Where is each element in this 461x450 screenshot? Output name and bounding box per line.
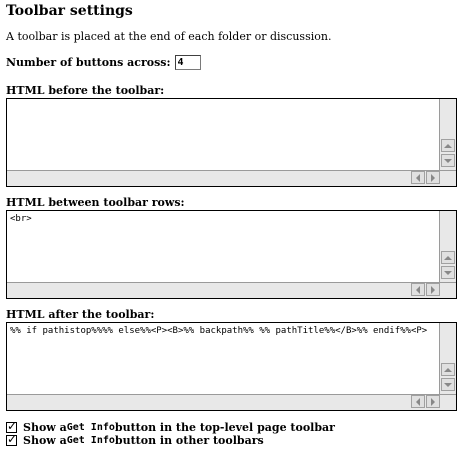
html-between-hscrollbar[interactable] <box>7 282 456 298</box>
scroll-down-icon[interactable] <box>441 378 455 391</box>
html-between-label: HTML between toolbar rows: <box>6 196 185 209</box>
scroll-up-icon[interactable] <box>441 363 455 376</box>
scroll-left-icon[interactable] <box>411 283 425 296</box>
html-before-label: HTML before the toolbar: <box>6 84 165 97</box>
page-intro: A toolbar is placed at the end of each folder or discussion. <box>6 30 332 43</box>
html-before-vscrollbar[interactable] <box>439 99 456 170</box>
html-after-hscrollbar[interactable] <box>7 394 456 410</box>
show-getinfo-toplevel-prefix: Show a <box>23 421 67 434</box>
scroll-up-icon[interactable] <box>441 251 455 264</box>
show-getinfo-other-checkbox[interactable] <box>6 432 18 446</box>
buttons-across-label: Number of buttons across: <box>6 56 171 69</box>
scroll-left-icon[interactable] <box>411 171 425 184</box>
html-between-vscrollbar[interactable] <box>439 211 456 282</box>
scroll-left-icon[interactable] <box>411 395 425 408</box>
scroll-right-icon[interactable] <box>426 283 440 296</box>
buttons-across-row <box>6 55 201 70</box>
show-getinfo-other-suffix: button in other toolbars <box>114 434 264 447</box>
scroll-right-icon[interactable] <box>426 395 440 408</box>
scroll-down-icon[interactable] <box>441 154 455 167</box>
html-before-text[interactable] <box>7 99 439 170</box>
show-getinfo-other-row[interactable] <box>6 434 264 447</box>
checkmark-icon: ✓ <box>7 419 18 433</box>
show-getinfo-toplevel-row[interactable] <box>6 421 335 434</box>
html-between-textarea[interactable] <box>6 210 457 299</box>
show-getinfo-other-code: Get Info <box>66 435 115 446</box>
show-getinfo-toplevel-suffix: button in the top-level page toolbar <box>114 421 335 434</box>
show-getinfo-other-prefix: Show a <box>23 434 67 447</box>
html-before-textarea[interactable] <box>6 98 457 187</box>
html-between-text[interactable]: <br> <box>10 214 32 224</box>
html-after-label: HTML after the toolbar: <box>6 308 155 321</box>
html-after-textarea[interactable] <box>6 322 457 411</box>
page-title: Toolbar settings <box>6 3 133 19</box>
buttons-across-input[interactable]: 4 <box>175 55 201 70</box>
checkmark-icon: ✓ <box>7 432 18 446</box>
show-getinfo-toplevel-code: Get Info <box>66 422 115 433</box>
html-after-vscrollbar[interactable] <box>439 323 456 394</box>
scroll-up-icon[interactable] <box>441 139 455 152</box>
scroll-down-icon[interactable] <box>441 266 455 279</box>
html-before-hscrollbar[interactable] <box>7 170 456 186</box>
scroll-right-icon[interactable] <box>426 171 440 184</box>
html-after-text[interactable]: %% if pathistop%%%% else%%<P><B>%% backpath%% %% pathTitle%%</B>%% endif%%<P> <box>10 326 428 336</box>
